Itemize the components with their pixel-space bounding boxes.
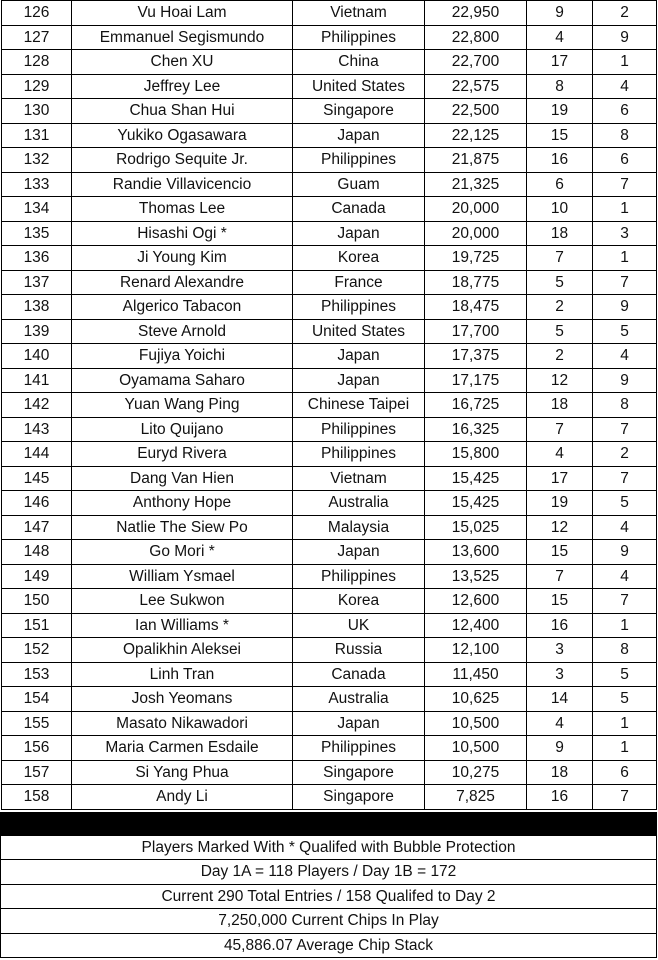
- footer-day-split: Day 1A = 118 Players / Day 1B = 172: [0, 860, 657, 884]
- country-cell: Philippines: [293, 148, 425, 173]
- table-row: [2, 25, 657, 50]
- player-name-cell: Andy Li: [72, 785, 293, 810]
- table-number-cell: 16: [527, 148, 593, 173]
- country-cell: Philippines: [293, 564, 425, 589]
- seat-number-cell: 9: [593, 25, 657, 50]
- rank-cell: 140: [2, 344, 72, 369]
- chips-cell: 15,425: [425, 466, 527, 491]
- rank-cell: 153: [2, 662, 72, 687]
- player-name-cell: Ian Williams *: [72, 613, 293, 638]
- table-row: [2, 662, 657, 687]
- table-row: [2, 515, 657, 540]
- chips-cell: 22,700: [425, 50, 527, 75]
- player-name-cell: Ji Young Kim: [72, 246, 293, 271]
- player-name-cell: Go Mori *: [72, 540, 293, 565]
- table-row: [2, 368, 657, 393]
- seat-number-cell: 8: [593, 123, 657, 148]
- country-cell: Philippines: [293, 25, 425, 50]
- table-row: [2, 711, 657, 736]
- seat-number-cell: 9: [593, 368, 657, 393]
- player-name-cell: Renard Alexandre: [72, 270, 293, 295]
- country-cell: Korea: [293, 589, 425, 614]
- player-name-cell: Algerico Tabacon: [72, 295, 293, 320]
- table-number-cell: 18: [527, 393, 593, 418]
- table-number-cell: 5: [527, 270, 593, 295]
- seat-number-cell: 6: [593, 148, 657, 173]
- player-name-cell: Steve Arnold: [72, 319, 293, 344]
- seat-number-cell: 8: [593, 393, 657, 418]
- player-name-cell: Si Yang Phua: [72, 760, 293, 785]
- chips-cell: 10,625: [425, 687, 527, 712]
- table-number-cell: 9: [527, 736, 593, 761]
- table-number-cell: 4: [527, 442, 593, 467]
- seat-number-cell: 1: [593, 613, 657, 638]
- rank-cell: 143: [2, 417, 72, 442]
- player-name-cell: Chen XU: [72, 50, 293, 75]
- country-cell: Philippines: [293, 442, 425, 467]
- player-name-cell: Fujiya Yoichi: [72, 344, 293, 369]
- separator-bar: [0, 812, 657, 835]
- rank-cell: 157: [2, 760, 72, 785]
- seat-number-cell: 4: [593, 515, 657, 540]
- table-row: [2, 417, 657, 442]
- table-number-cell: 9: [527, 1, 593, 26]
- footer-average-stack: 45,886.07 Average Chip Stack: [0, 934, 657, 958]
- table-number-cell: 14: [527, 687, 593, 712]
- country-cell: Japan: [293, 540, 425, 565]
- table-row: [2, 760, 657, 785]
- player-name-cell: Maria Carmen Esdaile: [72, 736, 293, 761]
- table-number-cell: 15: [527, 540, 593, 565]
- table-number-cell: 17: [527, 50, 593, 75]
- seat-number-cell: 6: [593, 760, 657, 785]
- seat-number-cell: 5: [593, 687, 657, 712]
- seat-number-cell: 5: [593, 491, 657, 516]
- chips-cell: 7,825: [425, 785, 527, 810]
- table-row: [2, 687, 657, 712]
- table-number-cell: 2: [527, 344, 593, 369]
- table-row: [2, 74, 657, 99]
- table-number-cell: 7: [527, 417, 593, 442]
- seat-number-cell: 4: [593, 564, 657, 589]
- player-name-cell: Anthony Hope: [72, 491, 293, 516]
- player-name-cell: Yukiko Ogasawara: [72, 123, 293, 148]
- seat-number-cell: 8: [593, 638, 657, 663]
- player-name-cell: Randie Villavicencio: [72, 172, 293, 197]
- chips-cell: 11,450: [425, 662, 527, 687]
- chips-cell: 15,425: [425, 491, 527, 516]
- table-number-cell: 16: [527, 613, 593, 638]
- chips-cell: 21,875: [425, 148, 527, 173]
- chips-cell: 13,600: [425, 540, 527, 565]
- player-name-cell: Hisashi Ogi *: [72, 221, 293, 246]
- chips-cell: 17,375: [425, 344, 527, 369]
- table-number-cell: 12: [527, 368, 593, 393]
- table-row: [2, 1, 657, 26]
- table-number-cell: 8: [527, 74, 593, 99]
- rank-cell: 152: [2, 638, 72, 663]
- seat-number-cell: 7: [593, 466, 657, 491]
- player-name-cell: Yuan Wang Ping: [72, 393, 293, 418]
- seat-number-cell: 4: [593, 344, 657, 369]
- player-name-cell: Dang Van Hien: [72, 466, 293, 491]
- rank-cell: 141: [2, 368, 72, 393]
- chips-cell: 12,600: [425, 589, 527, 614]
- chips-cell: 22,125: [425, 123, 527, 148]
- chips-cell: 18,775: [425, 270, 527, 295]
- table-row: [2, 270, 657, 295]
- seat-number-cell: 5: [593, 662, 657, 687]
- chip-count-sheet: [1, 0, 656, 810]
- rank-cell: 139: [2, 319, 72, 344]
- table-body: [2, 1, 657, 810]
- table-row: [2, 491, 657, 516]
- seat-number-cell: 1: [593, 246, 657, 271]
- table-number-cell: 3: [527, 638, 593, 663]
- rank-cell: 154: [2, 687, 72, 712]
- country-cell: Philippines: [293, 736, 425, 761]
- rank-cell: 138: [2, 295, 72, 320]
- rank-cell: 129: [2, 74, 72, 99]
- table-number-cell: 12: [527, 515, 593, 540]
- chips-cell: 19,725: [425, 246, 527, 271]
- chips-cell: 15,025: [425, 515, 527, 540]
- table-number-cell: 15: [527, 589, 593, 614]
- table-row: [2, 589, 657, 614]
- table-number-cell: 19: [527, 99, 593, 124]
- table-number-cell: 19: [527, 491, 593, 516]
- chips-cell: 16,325: [425, 417, 527, 442]
- country-cell: Japan: [293, 368, 425, 393]
- table-row: [2, 99, 657, 124]
- country-cell: Australia: [293, 491, 425, 516]
- rank-cell: 142: [2, 393, 72, 418]
- table-row: [2, 344, 657, 369]
- chips-cell: 22,800: [425, 25, 527, 50]
- country-cell: United States: [293, 319, 425, 344]
- player-name-cell: William Ysmael: [72, 564, 293, 589]
- table-number-cell: 16: [527, 785, 593, 810]
- table-row: [2, 785, 657, 810]
- rank-cell: 146: [2, 491, 72, 516]
- seat-number-cell: 1: [593, 197, 657, 222]
- table-row: [2, 123, 657, 148]
- seat-number-cell: 4: [593, 74, 657, 99]
- player-name-cell: Masato Nikawadori: [72, 711, 293, 736]
- seat-number-cell: 9: [593, 540, 657, 565]
- rank-cell: 144: [2, 442, 72, 467]
- player-name-cell: Linh Tran: [72, 662, 293, 687]
- country-cell: Japan: [293, 123, 425, 148]
- country-cell: Canada: [293, 197, 425, 222]
- seat-number-cell: 1: [593, 736, 657, 761]
- footer-bubble-note: Players Marked With * Qualifed with Bubble Protection: [0, 835, 657, 860]
- table-row: [2, 197, 657, 222]
- table-row: [2, 246, 657, 271]
- rank-cell: 132: [2, 148, 72, 173]
- chips-cell: 17,700: [425, 319, 527, 344]
- table-number-cell: 6: [527, 172, 593, 197]
- chips-cell: 22,575: [425, 74, 527, 99]
- country-cell: Singapore: [293, 785, 425, 810]
- table-row: [2, 295, 657, 320]
- table-number-cell: 10: [527, 197, 593, 222]
- chips-cell: 22,500: [425, 99, 527, 124]
- country-cell: Canada: [293, 662, 425, 687]
- chips-cell: 10,275: [425, 760, 527, 785]
- rank-cell: 136: [2, 246, 72, 271]
- rank-cell: 156: [2, 736, 72, 761]
- table-number-cell: 17: [527, 466, 593, 491]
- table-number-cell: 5: [527, 319, 593, 344]
- player-name-cell: Jeffrey Lee: [72, 74, 293, 99]
- country-cell: France: [293, 270, 425, 295]
- rank-cell: 131: [2, 123, 72, 148]
- seat-number-cell: 5: [593, 319, 657, 344]
- country-cell: China: [293, 50, 425, 75]
- chips-cell: 12,400: [425, 613, 527, 638]
- table-number-cell: 18: [527, 760, 593, 785]
- country-cell: Philippines: [293, 417, 425, 442]
- table-row: [2, 466, 657, 491]
- chips-cell: 21,325: [425, 172, 527, 197]
- country-cell: Australia: [293, 687, 425, 712]
- rank-cell: 128: [2, 50, 72, 75]
- seat-number-cell: 7: [593, 417, 657, 442]
- country-cell: Malaysia: [293, 515, 425, 540]
- table-number-cell: 7: [527, 246, 593, 271]
- country-cell: UK: [293, 613, 425, 638]
- rank-cell: 137: [2, 270, 72, 295]
- footer-chips-in-play: 7,250,000 Current Chips In Play: [0, 909, 657, 933]
- table-row: [2, 442, 657, 467]
- chips-cell: 10,500: [425, 711, 527, 736]
- player-name-cell: Vu Hoai Lam: [72, 1, 293, 26]
- chips-cell: 15,800: [425, 442, 527, 467]
- rank-cell: 155: [2, 711, 72, 736]
- country-cell: Japan: [293, 344, 425, 369]
- table-row: [2, 393, 657, 418]
- table-row: [2, 613, 657, 638]
- rank-cell: 135: [2, 221, 72, 246]
- seat-number-cell: 7: [593, 785, 657, 810]
- player-name-cell: Oyamama Saharo: [72, 368, 293, 393]
- country-cell: Singapore: [293, 99, 425, 124]
- rank-cell: 127: [2, 25, 72, 50]
- chips-cell: 12,100: [425, 638, 527, 663]
- seat-number-cell: 7: [593, 589, 657, 614]
- summary-footer: [0, 835, 657, 958]
- rank-cell: 150: [2, 589, 72, 614]
- rank-cell: 148: [2, 540, 72, 565]
- country-cell: Philippines: [293, 295, 425, 320]
- chips-cell: 10,500: [425, 736, 527, 761]
- table-row: [2, 172, 657, 197]
- table-number-cell: 4: [527, 711, 593, 736]
- rank-cell: 130: [2, 99, 72, 124]
- country-cell: Korea: [293, 246, 425, 271]
- seat-number-cell: 6: [593, 99, 657, 124]
- seat-number-cell: 1: [593, 50, 657, 75]
- player-name-cell: Natlie The Siew Po: [72, 515, 293, 540]
- country-cell: Guam: [293, 172, 425, 197]
- chips-cell: 13,525: [425, 564, 527, 589]
- rank-cell: 134: [2, 197, 72, 222]
- rank-cell: 151: [2, 613, 72, 638]
- country-cell: Japan: [293, 221, 425, 246]
- table-number-cell: 15: [527, 123, 593, 148]
- table-number-cell: 7: [527, 564, 593, 589]
- player-name-cell: Chua Shan Hui: [72, 99, 293, 124]
- table-number-cell: 2: [527, 295, 593, 320]
- country-cell: Russia: [293, 638, 425, 663]
- chips-cell: 17,175: [425, 368, 527, 393]
- country-cell: Vietnam: [293, 1, 425, 26]
- seat-number-cell: 2: [593, 442, 657, 467]
- country-cell: Singapore: [293, 760, 425, 785]
- chips-cell: 16,725: [425, 393, 527, 418]
- table-row: [2, 638, 657, 663]
- rank-cell: 145: [2, 466, 72, 491]
- rank-cell: 149: [2, 564, 72, 589]
- country-cell: Vietnam: [293, 466, 425, 491]
- seat-number-cell: 3: [593, 221, 657, 246]
- player-name-cell: Lee Sukwon: [72, 589, 293, 614]
- table-row: [2, 540, 657, 565]
- chips-cell: 18,475: [425, 295, 527, 320]
- rank-cell: 133: [2, 172, 72, 197]
- country-cell: United States: [293, 74, 425, 99]
- table-number-cell: 18: [527, 221, 593, 246]
- table-number-cell: 4: [527, 25, 593, 50]
- player-name-cell: Euryd Rivera: [72, 442, 293, 467]
- player-name-cell: Opalikhin Aleksei: [72, 638, 293, 663]
- chip-count-table: [1, 0, 657, 810]
- table-row: [2, 736, 657, 761]
- rank-cell: 158: [2, 785, 72, 810]
- chips-cell: 22,950: [425, 1, 527, 26]
- player-name-cell: Lito Quijano: [72, 417, 293, 442]
- table-row: [2, 50, 657, 75]
- chips-cell: 20,000: [425, 221, 527, 246]
- table-row: [2, 319, 657, 344]
- table-row: [2, 564, 657, 589]
- seat-number-cell: 7: [593, 172, 657, 197]
- table-row: [2, 148, 657, 173]
- player-name-cell: Emmanuel Segismundo: [72, 25, 293, 50]
- rank-cell: 126: [2, 1, 72, 26]
- country-cell: Japan: [293, 711, 425, 736]
- player-name-cell: Josh Yeomans: [72, 687, 293, 712]
- player-name-cell: Thomas Lee: [72, 197, 293, 222]
- country-cell: Chinese Taipei: [293, 393, 425, 418]
- footer-total-entries: Current 290 Total Entries / 158 Qualifed to Day 2: [0, 885, 657, 909]
- table-number-cell: 3: [527, 662, 593, 687]
- seat-number-cell: 7: [593, 270, 657, 295]
- chips-cell: 20,000: [425, 197, 527, 222]
- seat-number-cell: 9: [593, 295, 657, 320]
- seat-number-cell: 2: [593, 1, 657, 26]
- rank-cell: 147: [2, 515, 72, 540]
- player-name-cell: Rodrigo Sequite Jr.: [72, 148, 293, 173]
- seat-number-cell: 1: [593, 711, 657, 736]
- table-row: [2, 221, 657, 246]
